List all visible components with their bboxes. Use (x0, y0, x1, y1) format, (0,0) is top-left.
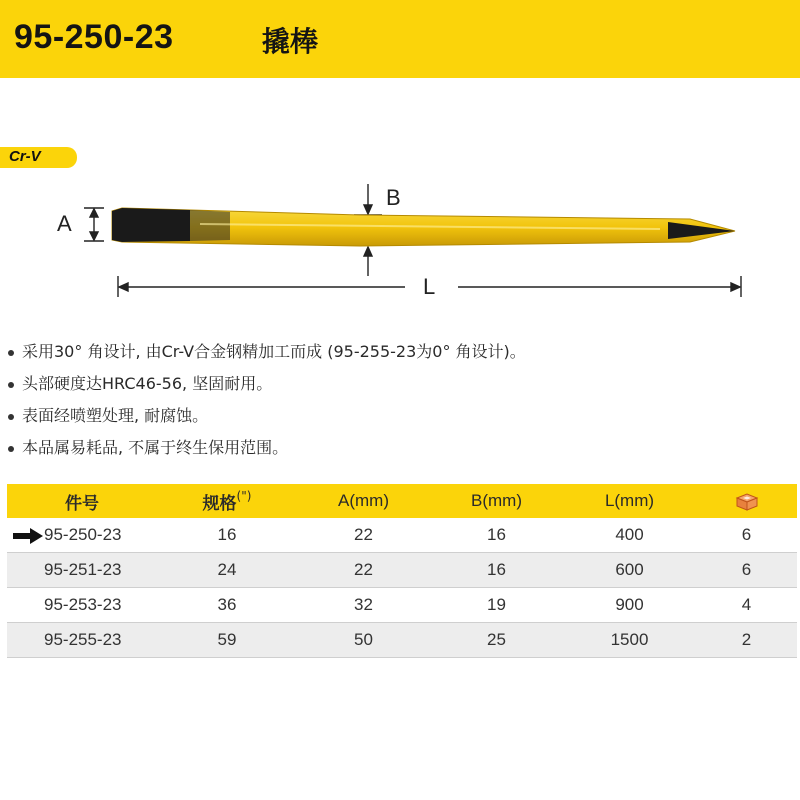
cell-l: 400 (615, 525, 644, 544)
col-header-l: L(mm) (604, 491, 655, 510)
feature-item: 头部硬度达HRC46-56, 坚固耐用。 (8, 368, 798, 400)
table-header-row (7, 484, 797, 518)
bullet-icon (8, 446, 14, 452)
dimension-b-label: B (386, 185, 401, 210)
bullet-icon (8, 350, 14, 356)
material-badge-label: Cr-V (9, 148, 41, 165)
cell-model: 95-250-23 (7, 518, 157, 553)
feature-item: 采用30° 角设计, 由Cr-V合金钢精加工而成 (95-255-23为0° 角设计)。 (8, 336, 798, 368)
col-header-b: B(mm) (471, 491, 522, 510)
table-row (7, 588, 797, 623)
cell-a: 50 (354, 630, 373, 649)
cell-l: 1500 (610, 630, 649, 649)
cell-spec: 16 (217, 525, 237, 544)
cell-spec: 59 (217, 630, 237, 649)
cell-b: 16 (487, 560, 506, 579)
table-row (7, 553, 797, 588)
spec-table (7, 484, 797, 658)
title-bar (0, 0, 800, 78)
model-code: 95-250-23 (14, 18, 174, 56)
dimension-a-label: A (57, 211, 72, 236)
col-header-a: A(mm) (338, 491, 389, 510)
table-row (7, 623, 797, 658)
cell-a: 22 (354, 525, 373, 544)
product-name: 撬棒 (262, 25, 319, 58)
box-icon (734, 493, 760, 511)
cell-qty: 6 (741, 560, 752, 579)
cell-b: 16 (487, 525, 506, 544)
cell-qty: 2 (741, 630, 752, 649)
cell-a: 22 (354, 560, 373, 579)
dimension-l-label: L (423, 274, 436, 299)
cell-spec: 36 (217, 595, 237, 614)
dimension-a-arrow (84, 208, 104, 241)
col-header-spec: 规格(") (202, 488, 252, 514)
cell-l: 900 (615, 595, 644, 614)
current-item-arrow-icon (12, 527, 44, 545)
pry-bar (112, 208, 735, 246)
feature-item: 本品属易耗品, 不属于终生保用范围。 (8, 432, 798, 464)
cell-qty: 4 (741, 595, 752, 614)
cell-model: 95-253-23 (44, 595, 122, 614)
cell-l: 600 (615, 560, 644, 579)
bullet-icon (8, 414, 14, 420)
cell-a: 32 (354, 595, 373, 614)
cell-model: 95-251-23 (44, 560, 122, 579)
cell-qty: 6 (741, 525, 752, 544)
bullet-icon (8, 382, 14, 388)
cell-spec: 24 (217, 560, 237, 579)
col-header-model: 件号 (65, 493, 99, 514)
cell-b: 25 (487, 630, 506, 649)
cell-b: 19 (487, 595, 506, 614)
material-badge (0, 147, 77, 168)
feature-list (8, 336, 798, 464)
feature-item: 表面经喷塑处理, 耐腐蚀。 (8, 400, 798, 432)
col-header-pack (696, 484, 797, 518)
cell-model: 95-255-23 (44, 630, 122, 649)
table-row (7, 518, 797, 553)
